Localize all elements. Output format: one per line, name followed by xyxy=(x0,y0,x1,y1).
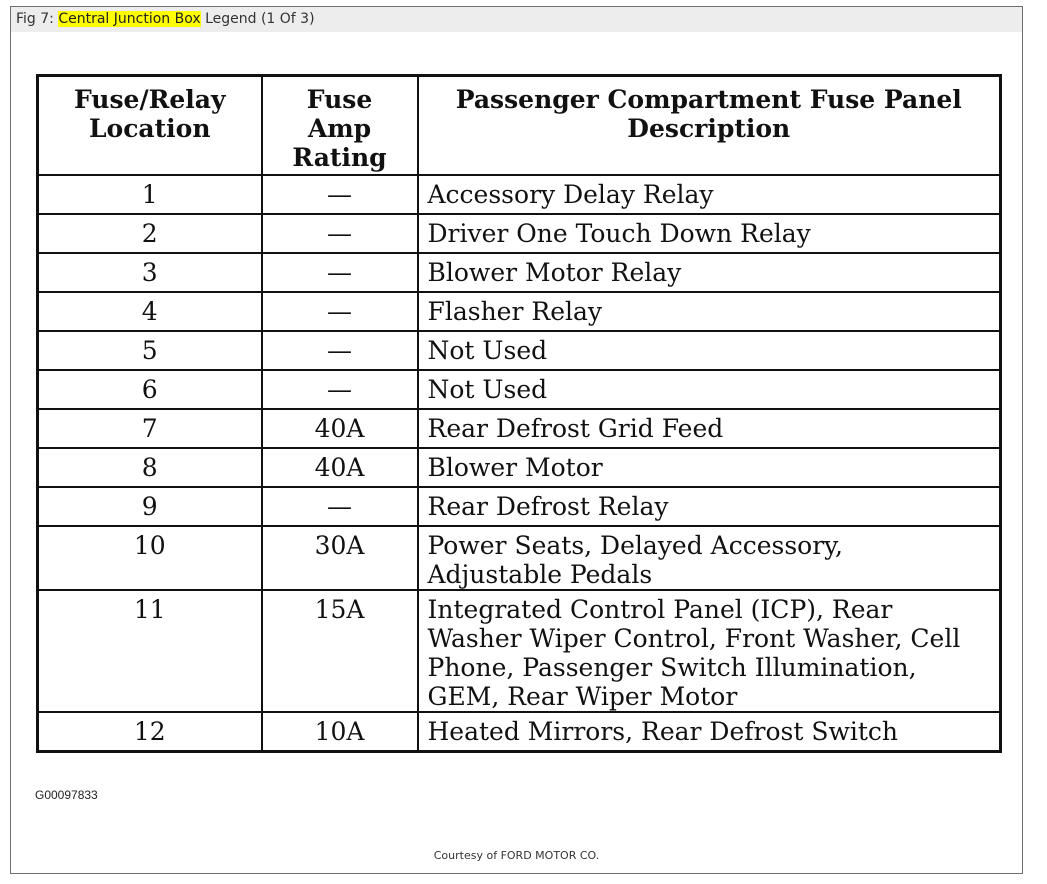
table-row xyxy=(38,409,1001,448)
cell-location: 9 xyxy=(38,487,262,526)
header-description-line: Description xyxy=(627,114,791,143)
cell-amp: — xyxy=(262,331,418,370)
description-line: Rear Defrost Relay xyxy=(427,492,669,521)
cell-location: 10 xyxy=(38,526,262,590)
cell-location: 12 xyxy=(38,712,262,751)
cell-location: 3 xyxy=(38,253,262,292)
description-line: GEM, Rear Wiper Motor xyxy=(427,682,738,711)
cell-location: 1 xyxy=(38,175,262,214)
table-row xyxy=(38,526,1001,590)
cell-amp: 15A xyxy=(262,590,418,712)
description-line: Flasher Relay xyxy=(427,297,603,326)
header-location xyxy=(38,76,262,176)
courtesy-credit: Courtesy of FORD MOTOR CO. xyxy=(433,849,600,862)
cell-amp: — xyxy=(262,370,418,409)
caption-suffix: Legend (1 Of 3) xyxy=(200,11,315,27)
table-row xyxy=(38,214,1001,253)
table-row xyxy=(38,448,1001,487)
cell-amp: 10A xyxy=(262,712,418,751)
description-line: Integrated Control Panel (ICP), Rear xyxy=(427,595,893,624)
cell-description xyxy=(418,409,1001,448)
header-location-line: Fuse/Relay xyxy=(73,85,226,114)
cell-description xyxy=(418,448,1001,487)
header-description-line: Passenger Compartment Fuse Panel xyxy=(455,85,962,114)
cell-amp: 40A xyxy=(262,409,418,448)
table-row xyxy=(38,370,1001,409)
cell-description xyxy=(418,292,1001,331)
cell-description xyxy=(418,370,1001,409)
description-line: Not Used xyxy=(427,375,548,404)
description-line: Blower Motor Relay xyxy=(427,258,682,287)
description-line: Power Seats, Delayed Accessory, xyxy=(427,531,843,560)
header-location-line: Location xyxy=(88,114,211,143)
description-line: Washer Wiper Control, Front Washer, Cell xyxy=(427,624,961,653)
caption-prefix: Fig 7: xyxy=(16,11,59,27)
cell-amp: — xyxy=(262,253,418,292)
description-line: Heated Mirrors, Rear Defrost Switch xyxy=(427,717,899,746)
header-amp-line: Fuse xyxy=(306,85,373,114)
header-amp-line: Rating xyxy=(292,143,387,172)
cell-location: 7 xyxy=(38,409,262,448)
cell-amp: 30A xyxy=(262,526,418,590)
fuse-legend-table xyxy=(36,74,1002,753)
cell-location: 4 xyxy=(38,292,262,331)
cell-amp: — xyxy=(262,175,418,214)
cell-description xyxy=(418,526,1001,590)
figure-frame xyxy=(10,6,1023,874)
cell-location: 11 xyxy=(38,590,262,712)
table-row xyxy=(38,590,1001,712)
figure-caption xyxy=(11,7,1022,32)
figure-code: G00097833 xyxy=(35,788,98,802)
description-line: Not Used xyxy=(427,336,548,365)
table-row xyxy=(38,331,1001,370)
table-row xyxy=(38,175,1001,214)
header-description xyxy=(418,76,1001,176)
description-line: Blower Motor xyxy=(427,453,603,482)
table-row xyxy=(38,487,1001,526)
description-line: Accessory Delay Relay xyxy=(427,180,714,209)
cell-location: 2 xyxy=(38,214,262,253)
cell-location: 8 xyxy=(38,448,262,487)
table-header-row xyxy=(38,76,1001,176)
cell-description xyxy=(418,214,1001,253)
table-row xyxy=(38,712,1001,751)
cell-description xyxy=(418,590,1001,712)
cell-description xyxy=(418,712,1001,751)
header-amp-rating xyxy=(262,76,418,176)
description-line: Phone, Passenger Switch Illumination, xyxy=(427,653,917,682)
header-amp-line: Amp xyxy=(307,114,372,143)
description-line: Driver One Touch Down Relay xyxy=(427,219,811,248)
cell-description xyxy=(418,331,1001,370)
cell-location: 6 xyxy=(38,370,262,409)
table-row xyxy=(38,253,1001,292)
cell-amp: — xyxy=(262,292,418,331)
description-line: Rear Defrost Grid Feed xyxy=(427,414,724,443)
cell-description xyxy=(418,253,1001,292)
cell-amp: — xyxy=(262,214,418,253)
caption-highlight: Central Junction Box xyxy=(58,11,201,27)
cell-amp: 40A xyxy=(262,448,418,487)
cell-description xyxy=(418,487,1001,526)
table-row xyxy=(38,292,1001,331)
cell-description xyxy=(418,175,1001,214)
cell-amp: — xyxy=(262,487,418,526)
description-line: Adjustable Pedals xyxy=(427,560,653,589)
cell-location: 5 xyxy=(38,331,262,370)
